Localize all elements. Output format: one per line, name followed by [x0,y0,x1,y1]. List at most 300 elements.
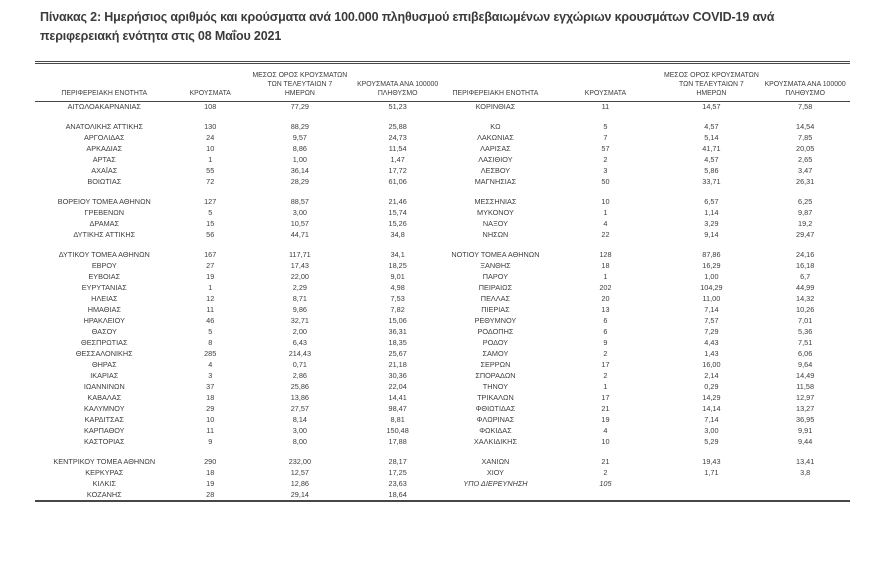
per100k-cell [760,490,850,501]
avg7-cell: 3,00 [292,426,307,435]
region-cell: ΜΥΚΟΝΟΥ [477,208,514,217]
table-row [35,327,850,338]
cases-cell: 12 [206,294,215,303]
cases-cell: 1 [208,155,213,164]
avg7-cell: 12,57 [290,468,309,477]
per100k-cell: 17,88 [388,437,407,446]
per100k-cell: 9,64 [798,360,813,369]
avg7-cell: 2,29 [292,283,307,292]
avg7-cell [663,479,761,490]
region-cell: ΛΕΣΒΟΥ [480,166,511,175]
per100k-cell: 5,36 [798,327,813,336]
table-row [35,133,850,144]
per100k-cell: 7,82 [390,305,405,314]
avg7-cell: 6,57 [704,197,719,206]
table-row [35,371,850,382]
region-cell: ΛΑΡΙΣΑΣ [480,144,511,153]
region-cell: ΚΕΝΤΡΙΚΟΥ ΤΟΜΕΑ ΑΘΗΝΩΝ [53,457,156,466]
table-row [35,166,850,177]
region-cell [442,490,548,501]
per100k-cell: 15,26 [388,219,407,228]
cases-cell: 17 [601,360,610,369]
per100k-cell: 15,74 [388,208,407,217]
cases-cell: 2 [603,155,608,164]
avg7-cell: 5,86 [704,166,719,175]
table-row [35,230,850,241]
avg7-cell: 88,57 [290,197,309,206]
avg7-cell: 3,00 [704,426,719,435]
cases-cell: 128 [599,250,612,259]
cases-cell: 1 [603,272,608,281]
cases-cell: 46 [206,316,215,325]
col-header-avg7-right: ΜΕΣΟΣ ΟΡΟΣ ΚΡΟΥΣΜΑΤΩΝ ΤΩΝ ΤΕΛΕΥΤΑΙΩΝ 7 ΗΜΕΡΩΝ [663,72,759,97]
group-spacer-row [35,241,850,250]
region-cell: ΚΑΣΤΟΡΙΑΣ [84,437,125,446]
cases-cell: 37 [206,382,215,391]
cases-cell: 11 [206,426,214,435]
cases-cell: 18 [601,261,610,270]
avg7-cell: 2,86 [292,371,307,380]
per100k-cell: 8,81 [390,415,405,424]
per100k-cell: 61,06 [388,177,407,186]
avg7-cell: 25,86 [290,382,309,391]
group-spacer-row [35,113,850,122]
col-header-cases-left: ΚΡΟΥΣΜΑΤΑ [189,90,231,97]
region-cell: ΛΑΣΙΘΙΟΥ [478,155,513,164]
cases-cell: 17 [601,393,610,402]
avg7-cell: 0,71 [292,360,307,369]
avg7-cell: 3,00 [292,208,307,217]
region-cell: ΗΡΑΚΛΕΙΟΥ [83,316,125,325]
region-cell: ΑΡΓΟΛΙΔΑΣ [84,133,125,142]
region-cell: ΘΑΣΟΥ [91,327,117,336]
per100k-cell: 14,49 [796,371,815,380]
per100k-cell: 4,98 [390,283,405,292]
table-header [35,63,850,102]
cases-cell: 29 [206,404,215,413]
cases-cell: 290 [204,457,217,466]
per100k-cell: 26,31 [796,177,815,186]
per100k-cell: 9,87 [798,208,813,217]
avg7-cell: 1,71 [704,468,719,477]
table-row [35,415,850,426]
table-row [35,305,850,316]
avg7-cell [663,490,761,501]
avg7-cell: 14,57 [702,102,721,112]
avg7-cell: 32,71 [290,316,309,325]
per100k-cell: 2,65 [798,155,813,164]
per100k-cell: 9,91 [798,426,813,435]
per100k-cell: 17,25 [388,468,407,477]
avg7-cell: 7,29 [704,327,719,336]
avg7-cell: 29,14 [290,489,309,499]
cases-cell: 57 [601,144,610,153]
cases-cell: 21 [601,404,610,413]
avg7-cell: 77,29 [290,102,309,112]
table-row [35,457,850,468]
cases-cell: 108 [204,102,217,112]
per100k-cell: 23,63 [388,479,407,488]
per100k-cell: 15,06 [388,316,407,325]
cases-cell: 24 [206,133,215,142]
region-cell: ΚΑΡΠΑΘΟΥ [83,426,125,435]
cases-cell: 130 [204,122,217,131]
cases-cell: 8 [208,338,213,347]
region-cell: ΞΑΝΘΗΣ [480,261,511,270]
col-header-avg7-left: ΜΕΣΟΣ ΟΡΟΣ ΚΡΟΥΣΜΑΤΩΝ ΤΩΝ ΤΕΛΕΥΤΑΙΩΝ 7 ΗΜΕΡΩΝ [252,72,348,97]
avg7-cell: 14,29 [702,393,721,402]
group-spacer-row [35,448,850,457]
cases-cell: 18 [206,393,215,402]
cases-cell: 22 [601,230,610,239]
cases-cell: 1 [208,283,213,292]
cases-cell: 9 [208,437,213,446]
region-cell: ΑΝΑΤΟΛΙΚΗΣ ΑΤΤΙΚΗΣ [65,122,143,131]
avg7-cell: 5,29 [704,437,719,446]
cases-cell: 10 [206,415,215,424]
cases-cell: 167 [204,250,217,259]
group-spacer-row [35,188,850,197]
table-body [35,102,850,501]
cases-cell: 19 [206,479,215,488]
avg7-cell: 44,71 [290,230,309,239]
table-row [35,316,850,327]
per100k-cell: 22,04 [388,382,407,391]
region-cell: ΚΑΛΥΜΝΟΥ [83,404,125,413]
region-cell: ΗΜΑΘΙΑΣ [87,305,121,314]
avg7-cell: 17,43 [290,261,309,270]
per100k-cell: 18,35 [388,338,407,347]
region-cell: ΣΠΟΡΑΔΩΝ [475,371,516,380]
per100k-cell: 11,54 [388,144,407,153]
table-row [35,360,850,371]
cases-cell: 11 [206,305,214,314]
avg7-cell: 28,29 [290,177,309,186]
per100k-cell [760,479,850,490]
cases-cell: 2 [603,468,608,477]
table-row [35,250,850,261]
region-cell: ΝΗΣΩΝ [482,230,509,239]
region-cell: ΝΟΤΙΟΥ ΤΟΜΕΑ ΑΘΗΝΩΝ [451,250,540,259]
per100k-cell: 17,72 [388,166,407,175]
per100k-cell: 24,16 [796,250,815,259]
table-row [35,393,850,404]
region-cell: ΘΕΣΣΑΛΟΝΙΚΗΣ [75,349,133,358]
cases-cell: 6 [603,316,608,325]
table-row [35,426,850,437]
per100k-cell: 6,06 [798,349,813,358]
per100k-cell: 34,1 [390,250,405,259]
cases-cell: 105 [599,479,612,488]
per100k-cell: 28,17 [388,457,407,466]
cases-cell: 13 [601,305,610,314]
per100k-cell: 25,88 [388,122,407,131]
cases-cell: 285 [204,349,217,358]
region-cell: ΒΟΡΕΙΟΥ ΤΟΜΕΑ ΑΘΗΝΩΝ [57,197,151,206]
avg7-cell: 36,14 [290,166,309,175]
region-cell: ΝΑΞΟΥ [482,219,509,228]
cases-cell: 27 [206,261,215,270]
per100k-cell: 13,41 [796,457,815,466]
region-cell: ΔΥΤΙΚΟΥ ΤΟΜΕΑ ΑΘΗΝΩΝ [58,250,150,259]
region-cell: ΥΠΟ ΔΙΕΡΕΥΝΗΣΗ [463,479,528,488]
avg7-cell: 1,14 [704,208,719,217]
per100k-cell: 1,47 [390,155,405,164]
avg7-cell: 13,86 [290,393,309,402]
cases-cell: 19 [206,272,215,281]
avg7-cell: 12,86 [290,479,309,488]
avg7-cell: 6,43 [292,338,307,347]
table-row [35,272,850,283]
per100k-cell: 7,53 [390,294,405,303]
avg7-cell: 4,57 [704,155,719,164]
cases-cell: 10 [601,197,610,206]
per100k-cell: 29,47 [796,230,815,239]
region-cell: ΔΡΑΜΑΣ [89,219,120,228]
avg7-cell: 7,14 [704,305,719,314]
per100k-cell: 11,58 [796,382,814,391]
cases-cell: 2 [603,371,608,380]
table-row [35,294,850,305]
avg7-cell: 9,86 [292,305,307,314]
region-cell: ΜΑΓΝΗΣΙΑΣ [474,177,517,186]
cases-cell: 50 [601,177,610,186]
per100k-cell: 6,7 [800,272,811,281]
avg7-cell: 117,71 [288,250,311,259]
cases-cell: 1 [603,382,608,391]
avg7-cell: 1,00 [292,155,307,164]
cases-cell: 127 [204,197,217,206]
region-cell: ΑΧΑΪΑΣ [91,166,118,175]
cases-cell: 56 [206,230,215,239]
region-cell: ΠΕΙΡΑΙΩΣ [478,283,513,292]
avg7-cell: 8,86 [292,144,307,153]
avg7-cell: 4,43 [704,338,719,347]
region-cell: ΡΟΔΟΥ [482,338,509,347]
region-cell: ΘΗΡΑΣ [91,360,117,369]
cases-cell: 5 [603,122,608,131]
per100k-cell: 13,27 [796,404,815,413]
cases-cell: 4 [208,360,213,369]
avg7-cell: 41,71 [702,144,721,153]
cases-cell: 19 [601,415,610,424]
col-header-cases-right: ΚΡΟΥΣΜΑΤΑ [584,90,627,97]
per100k-cell: 24,73 [388,133,407,142]
region-cell: ΓΡΕΒΕΝΩΝ [84,208,125,217]
region-cell: ΘΕΣΠΡΩΤΙΑΣ [81,338,128,347]
cases-cell: 4 [603,426,608,435]
col-header-per100k-left: ΚΡΟΥΣΜΑΤΑ ΑΝΑ 100000 ΠΛΗΘΥΣΜΟ [357,81,439,97]
per100k-cell: 36,95 [796,415,815,424]
table-row [35,155,850,166]
per100k-cell: 7,85 [798,133,813,142]
region-cell: ΤΡΙΚΑΛΩΝ [477,393,514,402]
per100k-cell: 16,18 [796,261,815,270]
table-row [35,208,850,219]
per100k-cell: 3,8 [800,468,811,477]
per100k-cell: 18,25 [388,261,407,270]
avg7-cell: 8,71 [292,294,307,303]
avg7-cell: 8,14 [292,415,307,424]
region-cell: ΚΙΛΚΙΣ [92,479,116,488]
cases-cell: 11 [601,102,610,112]
avg7-cell: 88,29 [290,122,309,131]
region-cell: ΕΥΡΥΤΑΝΙΑΣ [81,283,127,292]
region-cell: ΑΡΚΑΔΙΑΣ [86,144,123,153]
per100k-cell: 7,58 [798,102,813,112]
col-header-region-left: ΠΕΡΙΦΕΡΕΙΑΚΗ ΕΝΟΤΗΤΑ [61,90,148,97]
avg7-cell: 9,14 [704,230,719,239]
per100k-cell: 25,67 [388,349,407,358]
avg7-cell: 4,57 [704,122,719,131]
region-cell: ΧΑΝΙΩΝ [481,457,510,466]
cases-cell: 4 [603,219,608,228]
region-cell: ΑΡΤΑΣ [92,155,116,164]
avg7-cell: 2,14 [704,371,719,380]
region-cell: ΦΩΚΙΔΑΣ [479,426,512,435]
cases-cell: 3 [208,371,213,380]
cases-cell: 10 [206,144,215,153]
avg7-cell: 16,00 [702,360,721,369]
per100k-cell: 12,97 [796,393,815,402]
avg7-cell: 232,00 [288,457,312,466]
avg7-cell: 19,43 [702,457,721,466]
avg7-cell: 214,43 [288,349,312,358]
per100k-cell: 21,18 [388,360,407,369]
avg7-cell: 3,29 [704,219,719,228]
region-cell: ΙΚΑΡΙΑΣ [90,371,119,380]
table-row [35,349,850,360]
region-cell: ΠΙΕΡΙΑΣ [481,305,510,314]
avg7-cell: 11,00 [702,294,721,303]
table-row [35,404,850,415]
region-cell: ΑΙΤΩΛΟΑΚΑΡΝΑΝΙΑΣ [67,102,141,112]
table-row [35,219,850,230]
region-cell: ΧΑΛΚΙΔΙΚΗΣ [473,437,517,446]
region-cell: ΕΥΒΟΙΑΣ [88,272,121,281]
table-row [35,102,850,113]
table-row [35,338,850,349]
per100k-cell: 21,46 [388,197,407,206]
region-cell: ΠΑΡΟΥ [482,272,509,281]
per100k-cell: 20,05 [796,144,815,153]
region-cell: ΗΛΕΙΑΣ [91,294,118,303]
per100k-cell: 44,99 [796,283,815,292]
cases-cell: 28 [206,489,215,499]
cases-cell: 18 [206,468,215,477]
page-title: Πίνακας 2: Ημερήσιος αριθμός και κρούσματα ανά 100.000 πληθυσμού επιβεβαιωμένων εγχώριων κρουσμάτων COVID-19 ανά περιφερειακή ενότητα στις 08 Μαΐου 2021 [40,10,775,43]
avg7-cell: 104,29 [700,283,723,292]
cases-cell: 55 [206,166,215,175]
region-cell: ΛΑΚΩΝΙΑΣ [477,133,514,142]
per100k-cell: 7,51 [798,338,813,347]
region-cell: ΜΕΣΣΗΝΙΑΣ [474,197,517,206]
per100k-cell: 34,8 [390,230,405,239]
avg7-cell: 22,00 [290,272,309,281]
avg7-cell: 16,29 [702,261,721,270]
per100k-cell: 36,31 [388,327,407,336]
region-cell: ΚΕΡΚΥΡΑΣ [85,468,124,477]
per100k-cell: 9,01 [390,272,405,281]
col-header-per100k-right: ΚΡΟΥΣΜΑΤΑ ΑΝΑ 100000 ΠΛΗΘΥΣΜΟ [764,81,846,97]
per100k-cell: 9,44 [798,437,813,446]
per100k-cell: 7,01 [798,316,813,325]
region-cell: ΒΟΙΩΤΙΑΣ [87,177,122,186]
region-cell: ΣΑΜΟΥ [482,349,509,358]
region-cell: ΦΛΩΡΙΝΑΣ [476,415,515,424]
table-row [35,197,850,208]
cases-cell: 5 [208,327,213,336]
avg7-cell: 9,57 [292,133,307,142]
avg7-cell: 1,00 [704,272,719,281]
table-row [35,122,850,133]
table-row [35,479,850,490]
cases-cell: 3 [603,166,608,175]
table-row [35,437,850,448]
table-row [35,283,850,294]
avg7-cell: 33,71 [702,177,721,186]
avg7-cell: 7,14 [704,415,719,424]
per100k-cell: 51,23 [388,102,407,112]
col-header-region-right: ΠΕΡΙΦΕΡΕΙΑΚΗ ΕΝΟΤΗΤΑ [452,90,539,97]
region-cell: ΤΗΝΟΥ [482,382,509,391]
cases-cell: 9 [603,338,608,347]
per100k-cell: 14,54 [796,122,815,131]
avg7-cell: 27,57 [290,404,309,413]
region-cell: ΚΟΖΑΝΗΣ [86,489,122,499]
per100k-cell: 14,41 [388,393,407,402]
region-cell: ΦΘΙΩΤΙΔΑΣ [475,404,516,413]
avg7-cell: 87,86 [702,250,721,259]
cases-cell: 10 [601,437,610,446]
table-row [35,261,850,272]
per100k-cell: 30,36 [388,371,407,380]
table-row [35,382,850,393]
avg7-cell: 5,14 [704,133,719,142]
cases-cell: 6 [603,327,608,336]
cases-cell: 202 [599,283,612,292]
region-cell: ΚΑΡΔΙΤΣΑΣ [84,415,124,424]
avg7-cell: 10,57 [290,219,309,228]
region-cell: ΡΕΘΥΜΝΟΥ [474,316,517,325]
region-cell: ΔΥΤΙΚΗΣ ΑΤΤΙΚΗΣ [73,230,136,239]
region-cell: ΣΕΡΡΩΝ [480,360,511,369]
region-cell: ΚΑΒΑΛΑΣ [87,393,122,402]
region-cell: ΙΩΑΝΝΙΝΩΝ [83,382,125,391]
region-cell: ΕΒΡΟΥ [91,261,117,270]
region-cell: ΚΩ [490,122,501,131]
table-row [35,490,850,501]
per100k-cell: 150,48 [386,426,409,435]
region-cell: ΧΙΟΥ [486,468,505,477]
per100k-cell: 6,25 [798,197,813,206]
region-cell: ΚΟΡΙΝΘΙΑΣ [475,102,516,112]
per100k-cell: 14,32 [796,294,815,303]
avg7-cell: 2,00 [292,327,307,336]
avg7-cell: 7,57 [704,316,719,325]
table-row [35,144,850,155]
table-row [35,177,850,188]
per100k-cell: 19,2 [798,219,813,228]
avg7-cell: 8,00 [292,437,307,446]
region-cell: ΡΟΔΟΠΗΣ [477,327,514,336]
per100k-cell: 18,64 [388,489,407,499]
cases-cell: 5 [208,208,213,217]
cases-cell: 21 [601,457,610,466]
per100k-cell: 3,47 [798,166,813,175]
cases-cell: 7 [603,133,608,142]
avg7-cell: 1,43 [704,349,719,358]
